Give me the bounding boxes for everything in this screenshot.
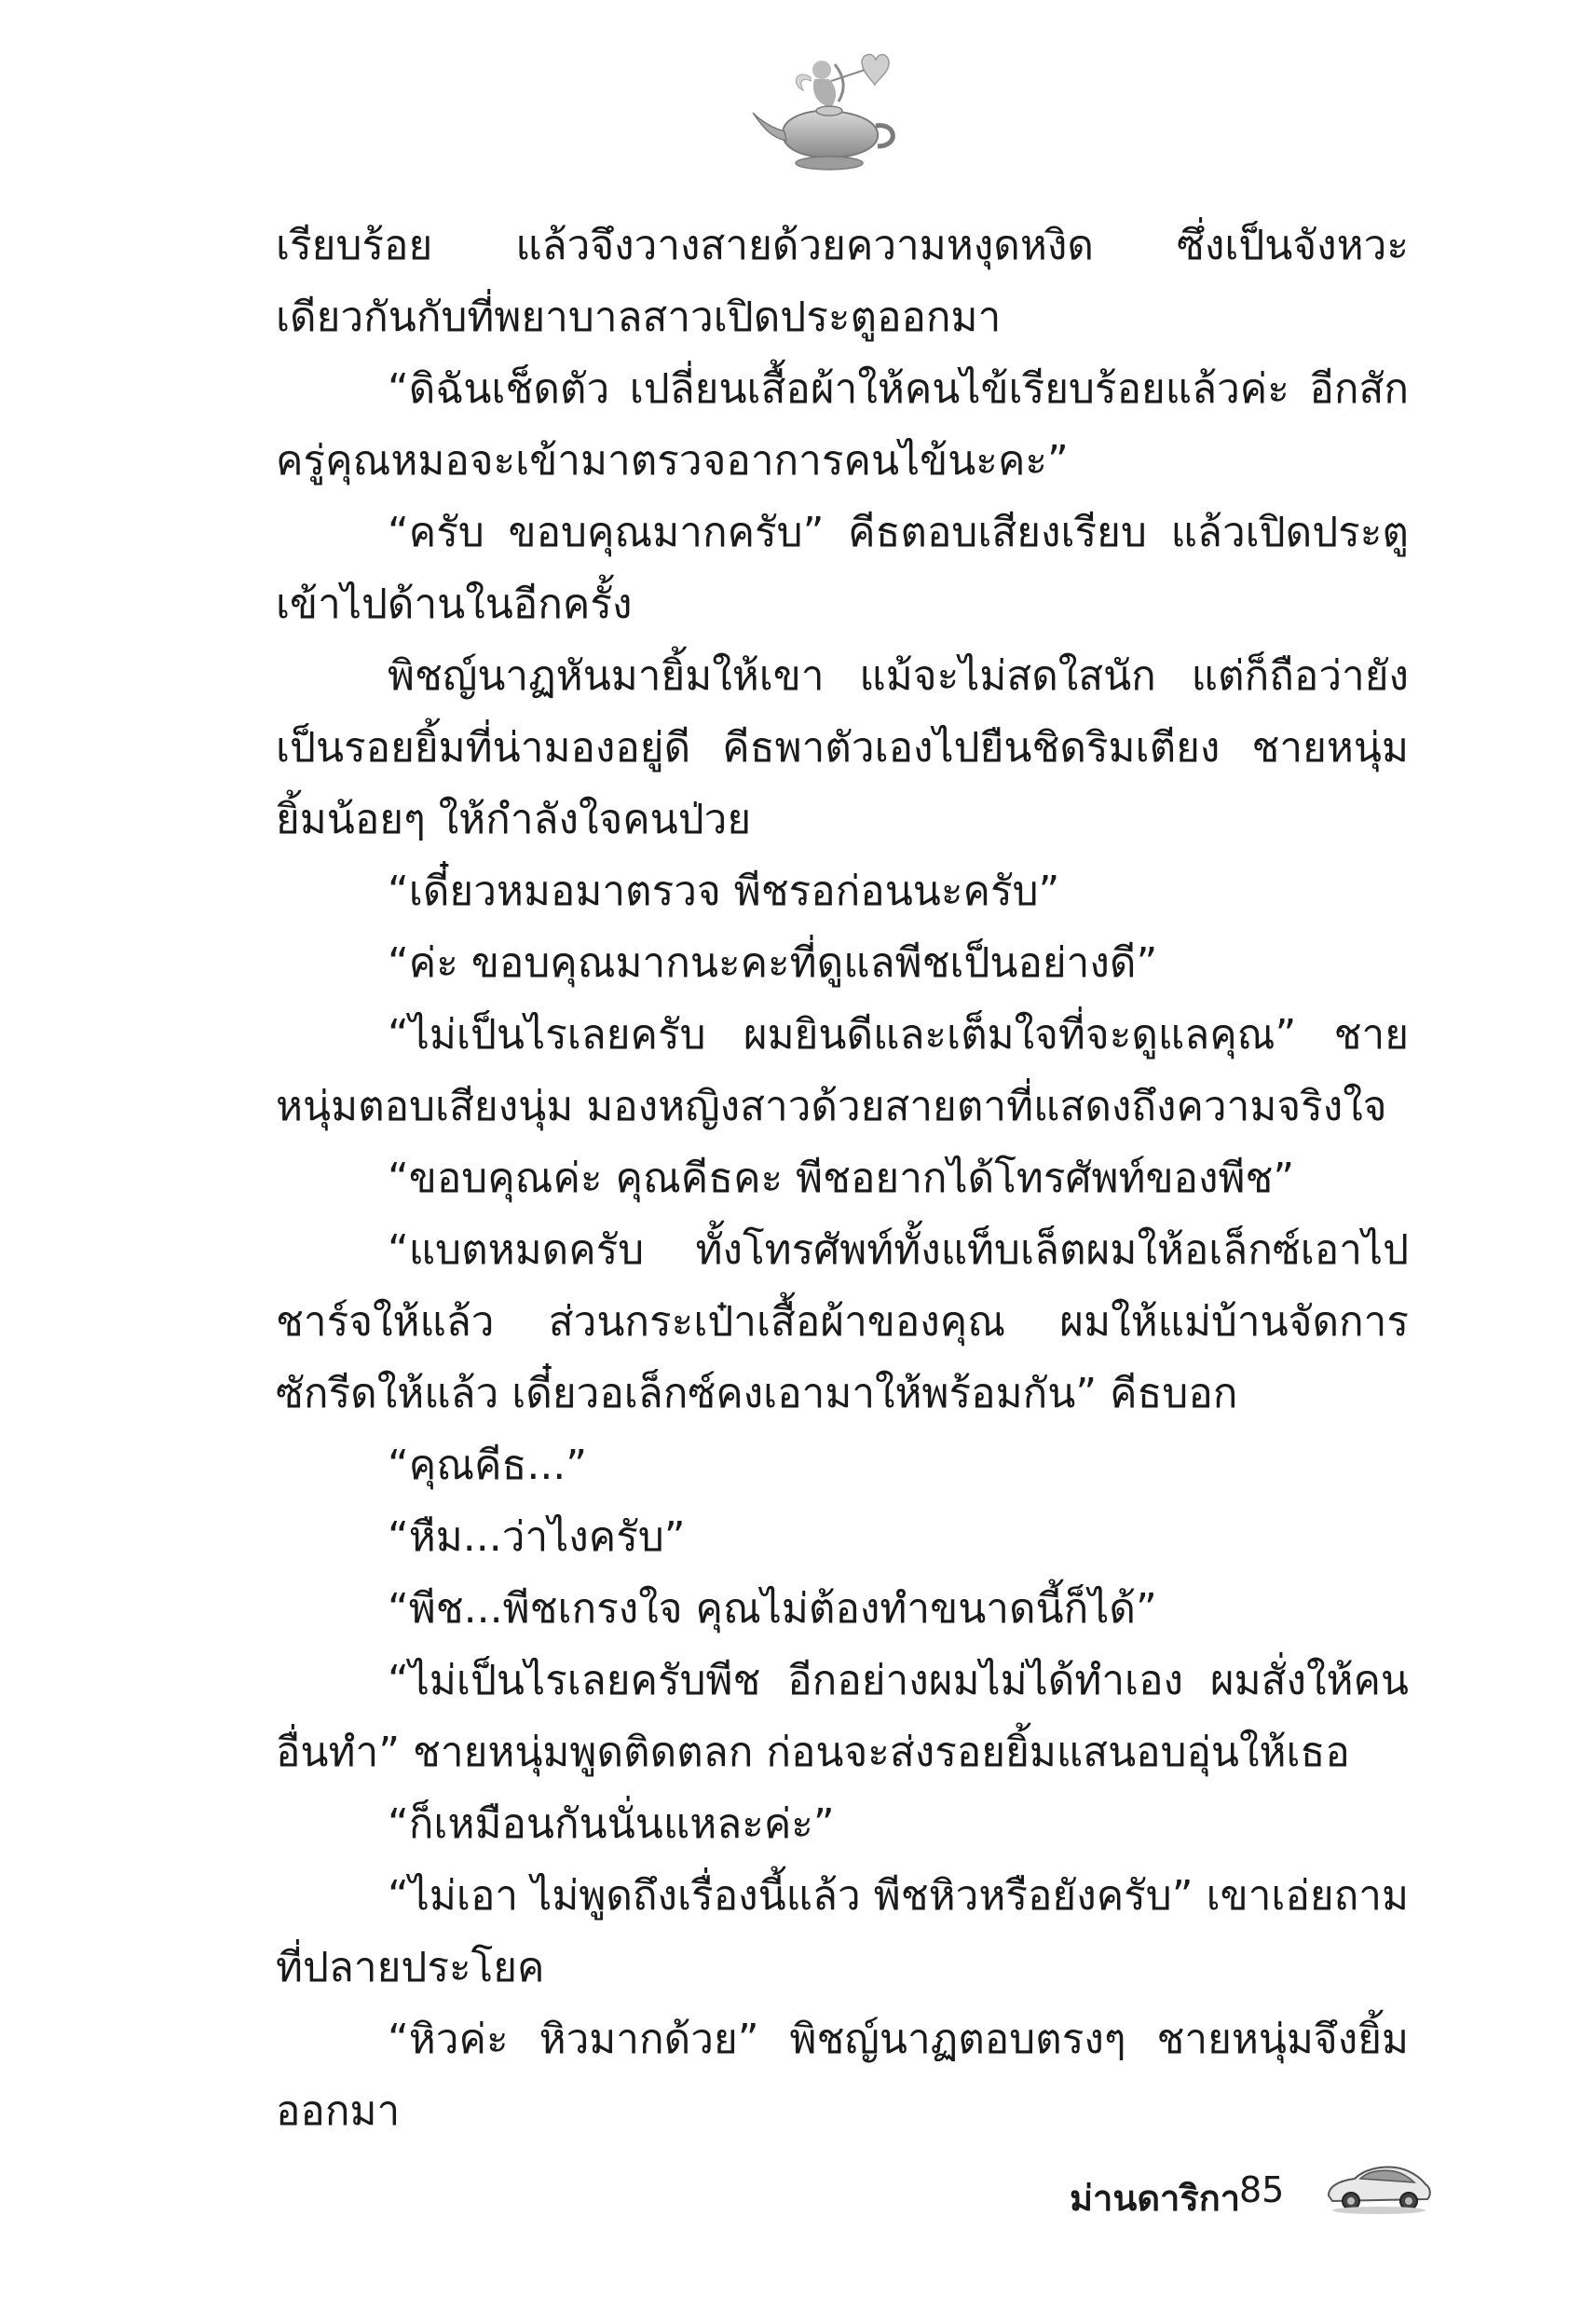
cupid-teapot-ornament-icon — [745, 42, 913, 182]
paragraph: พิชญ์นาฏหันมายิ้มให้เขา แม้จะไม่สดใสนัก แต่ก็ถือว่ายังเป็นรอยยิ้มที่น่ามองอยู่ดี คีธพาตัวเองไปยืนชิดริมเตียง ชายหนุ่มยิ้มน้อยๆ ให้กำลังใจคนป่วย — [276, 652, 1409, 843]
paragraph: “ไม่เอา ไม่พูดถึงเรื่องนี้แล้ว พีชหิวหรือยังครับ” เขาเอ่ยถามที่ปลายประโยค — [276, 1872, 1409, 1991]
paragraph: “ครับ ขอบคุณมากครับ” คีธตอบเสียงเรียบ แล้วเปิดประตูเข้าไปด้านในอีกครั้ง — [276, 509, 1409, 628]
paragraph: “หิวค่ะ หิวมากด้วย” พิชญ์นาฏตอบตรงๆ ชายหนุ่มจึงยิ้มออกมา — [276, 2016, 1409, 2135]
body-text — [276, 210, 1409, 2147]
paragraph: “ขอบคุณค่ะ คุณคีธคะ พีชอยากได้โทรศัพท์ของพีช” — [388, 1155, 1295, 1202]
paragraph: “พีช...พีชเกรงใจ คุณไม่ต้องทำขนาดนี้ก็ได้” — [388, 1585, 1157, 1633]
paragraph: “แบตหมดครับ ทั้งโทรศัพท์ทั้งแท็บเล็ตผมให้อเล็กซ์เอาไปชาร์จให้แล้ว ส่วนกระเป๋าเสื้อผ้าของคุณ ผมให้แม่บ้านจัดการซักรีดให้แล้ว เดี๋ยวอเล็กซ์คงเอามาให้พร้อมกัน” คีธบอก — [276, 1226, 1409, 1417]
paragraph: “ไม่เป็นไรเลยครับ ผมยินดีและเต็มใจที่จะดูแลคุณ” ชายหนุ่มตอบเสียงนุ่ม มองหญิงสาวด้วยสายตาที่แสดงถึงความจริงใจ — [276, 1011, 1409, 1130]
book-title: ม่านดาริกา — [1070, 2178, 1241, 2219]
paragraph: “คุณคีธ...” — [388, 1442, 588, 1489]
car-icon — [1323, 2153, 1435, 2218]
paragraph: “ก็เหมือนกันนั่นแหละค่ะ” — [388, 1800, 835, 1848]
paragraph: “หืม...ว่าไงครับ” — [388, 1513, 686, 1561]
paragraph: “ไม่เป็นไรเลยครับพีช อีกอย่างผมไม่ได้ทำเอง ผมสั่งให้คนอื่นทำ” ชายหนุ่มพูดติดตลก ก่อนจะส่งรอยยิ้มแสนอบอุ่นให้เธอ — [276, 1657, 1409, 1776]
paragraph: “ค่ะ ขอบคุณมากนะคะที่ดูแลพีชเป็นอย่างดี” — [388, 939, 1158, 987]
paragraph: “ดิฉันเช็ดตัว เปลี่ยนเสื้อผ้าให้คนไข้เรียบร้อยแล้วค่ะ อีกสักครู่คุณหมอจะเข้ามาตรวจอาการคนไข้นะคะ” — [276, 365, 1409, 485]
paragraph: “เดี๋ยวหมอมาตรวจ พีชรอก่อนนะครับ” — [388, 868, 1060, 915]
paragraph: เรียบร้อย แล้วจึงวางสายด้วยความหงุดหงิด ซึ่งเป็นจังหวะเดียวกันกับที่พยาบาลสาวเปิดประตูออกมา — [276, 222, 1409, 341]
page-number: 85 — [1239, 2169, 1285, 2210]
page-footer — [1044, 2153, 1435, 2236]
